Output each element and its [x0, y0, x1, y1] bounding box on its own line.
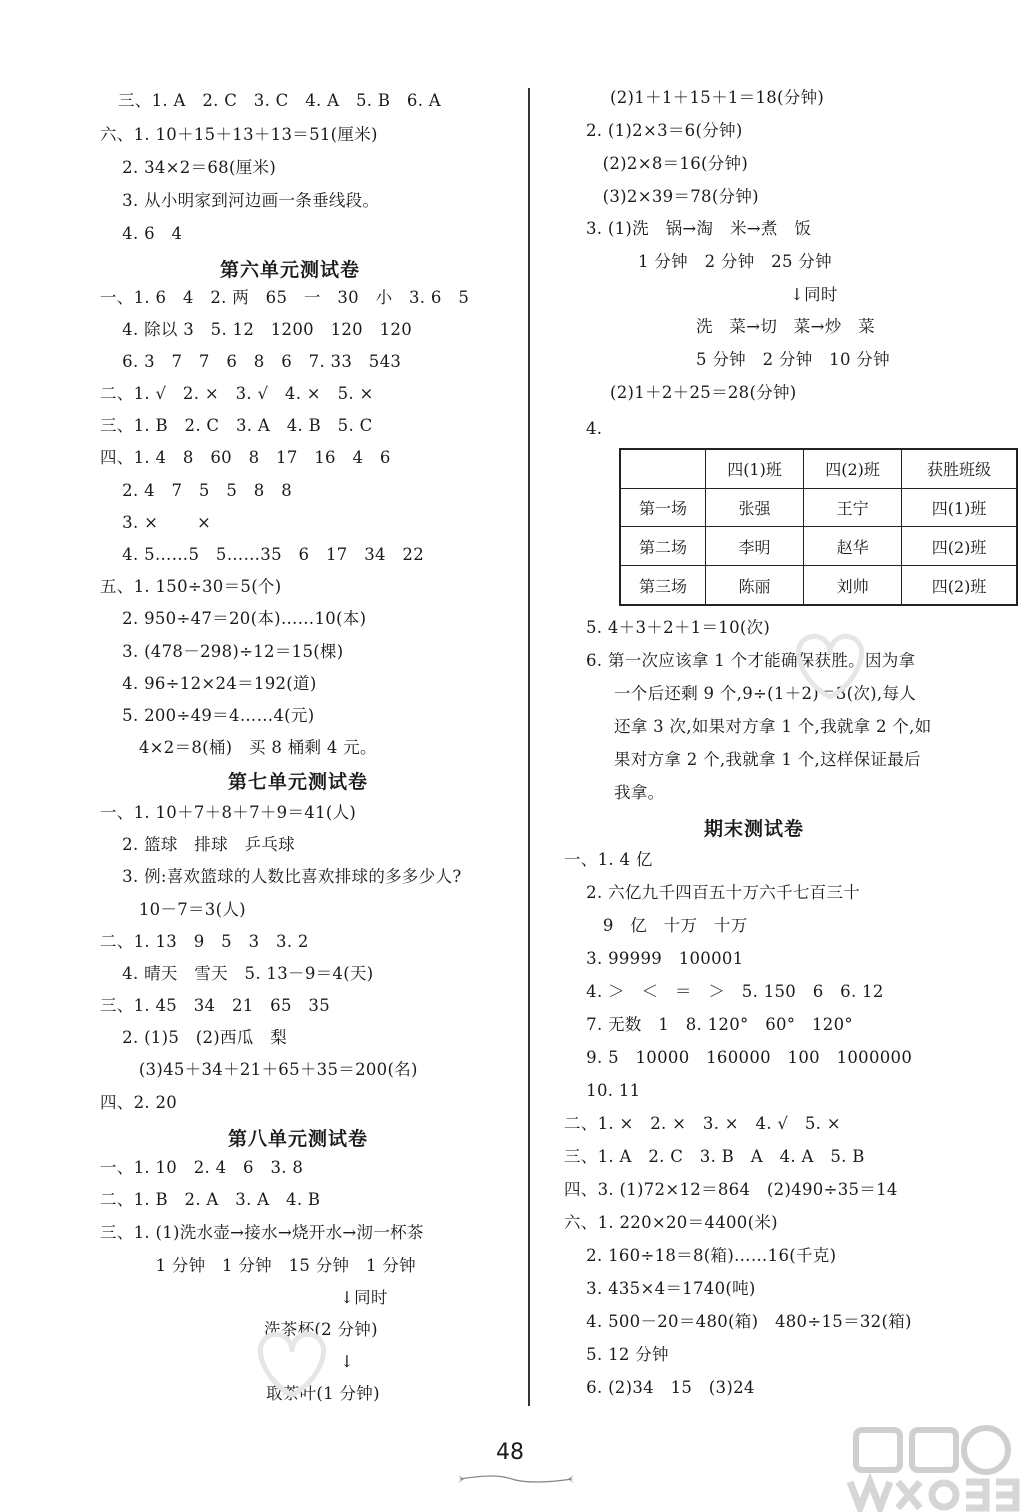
answer-line: 五、1. 150÷30＝5(个) — [100, 577, 282, 596]
section-title: 第六单元测试卷 — [220, 259, 361, 281]
answer-line: 四、2. 20 — [100, 1093, 178, 1112]
answer-line: 3. 例:喜欢篮球的人数比喜欢排球的多多少人? — [100, 867, 462, 886]
answer-line: 洗 菜→切 菜→炒 菜 — [696, 317, 875, 336]
answer-line: 三、1. A 2. C 3. C 4. A 5. B 6. A — [118, 91, 442, 110]
table-cell: 陈丽 — [706, 566, 804, 605]
answer-line: 3. × × — [100, 513, 212, 532]
answer-line: 洗茶杯(2 分钟) — [264, 1320, 378, 1339]
answer-line: 六、1. 10＋15＋13＋13＝51(厘米) — [100, 125, 378, 144]
answer-line: 2. 950÷47＝20(本)……10(本) — [100, 609, 367, 628]
table-cell: 第三场 — [620, 566, 706, 605]
answer-line: 4. 96÷12×24＝192(道) — [100, 674, 317, 693]
answer-line: 二、1. B 2. A 3. A 4. B — [100, 1190, 321, 1209]
answer-line: 4. 6 4 — [100, 224, 183, 243]
table-cell: 四(1)班 — [706, 449, 804, 488]
answer-line: (2)1＋1＋15＋1＝18(分钟) — [610, 88, 825, 107]
answer-line: 4. ＞ ＜ ＝ ＞ 5. 150 6 6. 12 — [564, 982, 884, 1001]
answer-line: 1 分钟 1 分钟 15 分钟 1 分钟 — [100, 1256, 416, 1275]
answer-line: 10－7＝3(人) — [100, 900, 246, 919]
column-divider — [528, 88, 530, 1406]
answer-line: 4. 晴天 雪天 5. 13－9＝4(天) — [100, 964, 374, 983]
table-cell: 王宁 — [804, 488, 902, 527]
answer-line: 4. 5……5 5……35 6 17 34 22 — [100, 545, 425, 564]
answer-line: 4. 500－20＝480(箱) 480÷15＝32(箱) — [564, 1312, 912, 1331]
answer-line: 取茶叶(1 分钟) — [266, 1384, 380, 1403]
stamp-logo-icon — [836, 1420, 1026, 1512]
answer-line: 2. 篮球 排球 乒乓球 — [100, 835, 295, 854]
answer-line: 一、1. 6 4 2. 两 65 一 30 小 3. 6 5 — [100, 288, 470, 307]
table-cell: 四(2)班 — [902, 527, 1017, 566]
table-cell: 第二场 — [620, 527, 706, 566]
answer-line: ↓ — [340, 1352, 355, 1371]
answer-line: 二、1. 13 9 5 3 3. 2 — [100, 932, 309, 951]
watermark-logo-icon — [770, 612, 890, 742]
answer-line: 3. 99999 100001 — [564, 949, 744, 968]
table-row — [620, 488, 1017, 527]
table-cell — [620, 449, 706, 488]
answer-line: 六、1. 220×20＝4400(米) — [564, 1213, 778, 1232]
table-row — [620, 566, 1017, 605]
answer-line: 2. (1)5 (2)西瓜 梨 — [100, 1028, 288, 1047]
table-cell: 刘帅 — [804, 566, 902, 605]
answer-line: 一个后还剩 9 个,9÷(1＋2)＝3(次),每人 — [614, 684, 917, 703]
answer-line: (3)2×39＝78(分钟) — [586, 187, 759, 206]
table-cell: 四(2)班 — [804, 449, 902, 488]
watermark-logo-icon — [232, 1310, 355, 1440]
section-title: 期末测试卷 — [704, 818, 805, 840]
answer-line: (3)45＋34＋21＋65＋35＝200(名) — [100, 1060, 418, 1079]
answer-line: 5. 4＋3＋2＋1＝10(次) — [586, 618, 771, 637]
answer-line: 2. 4 7 5 5 8 8 — [100, 481, 293, 500]
table-cell: 赵华 — [804, 527, 902, 566]
answer-line: 3. (1)洗 锅→淘 米→煮 饭 — [586, 219, 812, 238]
answer-line: 3. 435×4＝1740(吨) — [564, 1279, 756, 1298]
answer-line: 9. 5 10000 160000 100 1000000 — [564, 1048, 913, 1067]
table-cell: 张强 — [706, 488, 804, 527]
answer-line: 2. 160÷18＝8(箱)……16(千克) — [564, 1246, 837, 1265]
answer-line: 二、1. √ 2. × 3. √ 4. × 5. × — [100, 384, 374, 403]
answer-line: 三、1. B 2. C 3. A 4. B 5. C — [100, 416, 373, 435]
answer-line: 一、1. 10 2. 4 6 3. 8 — [100, 1158, 304, 1177]
answer-line: 5. 12 分钟 — [564, 1345, 669, 1364]
section-title: 第八单元测试卷 — [228, 1128, 369, 1150]
answer-line: 3. (478－298)÷12＝15(棵) — [100, 642, 344, 661]
answer-line: 6. 3 7 7 6 8 6 7. 33 543 — [100, 352, 402, 371]
page-number: 48 — [496, 1440, 524, 1465]
answer-line: 一、1. 4 亿 — [564, 850, 653, 869]
answer-line: 4. — [586, 419, 603, 438]
answer-line: 5. 200÷49＝4……4(元) — [100, 706, 315, 725]
answer-line: ↓同时 — [790, 285, 838, 304]
results-table — [619, 448, 1018, 606]
answer-line: 3. 从小明家到河边画一条垂线段。 — [100, 191, 380, 210]
answer-line: 2. 六亿九千四百五十万六千七百三十 — [564, 883, 861, 902]
answer-line: 三、1. 45 34 21 65 35 — [100, 996, 331, 1015]
table-cell: 四(1)班 — [902, 488, 1017, 527]
answer-line: 果对方拿 2 个,我就拿 1 个,这样保证最后 — [614, 750, 921, 769]
answer-line: 四、3. (1)72×12＝864 (2)490÷35＝14 — [564, 1180, 898, 1199]
table-cell: 四(2)班 — [902, 566, 1017, 605]
answer-line: 6. (2)34 15 (3)24 — [564, 1378, 755, 1397]
table-cell: 获胜班级 — [902, 449, 1017, 488]
answer-line: ↓同时 — [340, 1288, 388, 1307]
answer-line: 4. 除以 3 5. 12 1200 120 120 — [100, 320, 413, 339]
answer-line: 7. 无数 1 8. 120° 60° 120° — [564, 1015, 853, 1034]
answer-line: 9 亿 十万 十万 — [564, 916, 748, 935]
answer-line: 我拿。 — [614, 783, 665, 802]
answer-line: 10. 11 — [564, 1081, 641, 1100]
answer-line: 还拿 3 次,如果对方拿 1 个,我就拿 2 个,如 — [614, 717, 932, 736]
answer-line: 5 分钟 2 分钟 10 分钟 — [696, 350, 890, 369]
answer-line: 二、1. × 2. × 3. × 4. √ 5. × — [564, 1114, 841, 1133]
answer-line: (2)1＋2＋25＝28(分钟) — [610, 383, 797, 402]
table-cell: 第一场 — [620, 488, 706, 527]
answer-line: 2. 34×2＝68(厘米) — [100, 158, 277, 177]
answer-line: 一、1. 10＋7＋8＋7＋9＝41(人) — [100, 803, 357, 822]
answer-line: 四、1. 4 8 60 8 17 16 4 6 — [100, 448, 391, 467]
answer-line: 三、1. A 2. C 3. B A 4. A 5. B — [564, 1147, 865, 1166]
section-title: 第七单元测试卷 — [228, 771, 369, 793]
answer-line: 4×2＝8(桶) 买 8 桶剩 4 元。 — [100, 738, 377, 757]
table-row — [620, 527, 1017, 566]
answer-line: 1 分钟 2 分钟 25 分钟 — [638, 252, 832, 271]
answer-line: 6. 第一次应该拿 1 个才能确保获胜。因为拿 — [586, 651, 916, 670]
ornament-icon — [456, 1471, 576, 1487]
answer-line: 三、1. (1)洗水壶→接水→烧开水→沏一杯茶 — [100, 1223, 424, 1242]
answer-line: (2)2×8＝16(分钟) — [586, 154, 749, 173]
table-header-row — [620, 449, 1017, 488]
answer-line: 2. (1)2×3＝6(分钟) — [586, 121, 743, 140]
table-cell: 李明 — [706, 527, 804, 566]
